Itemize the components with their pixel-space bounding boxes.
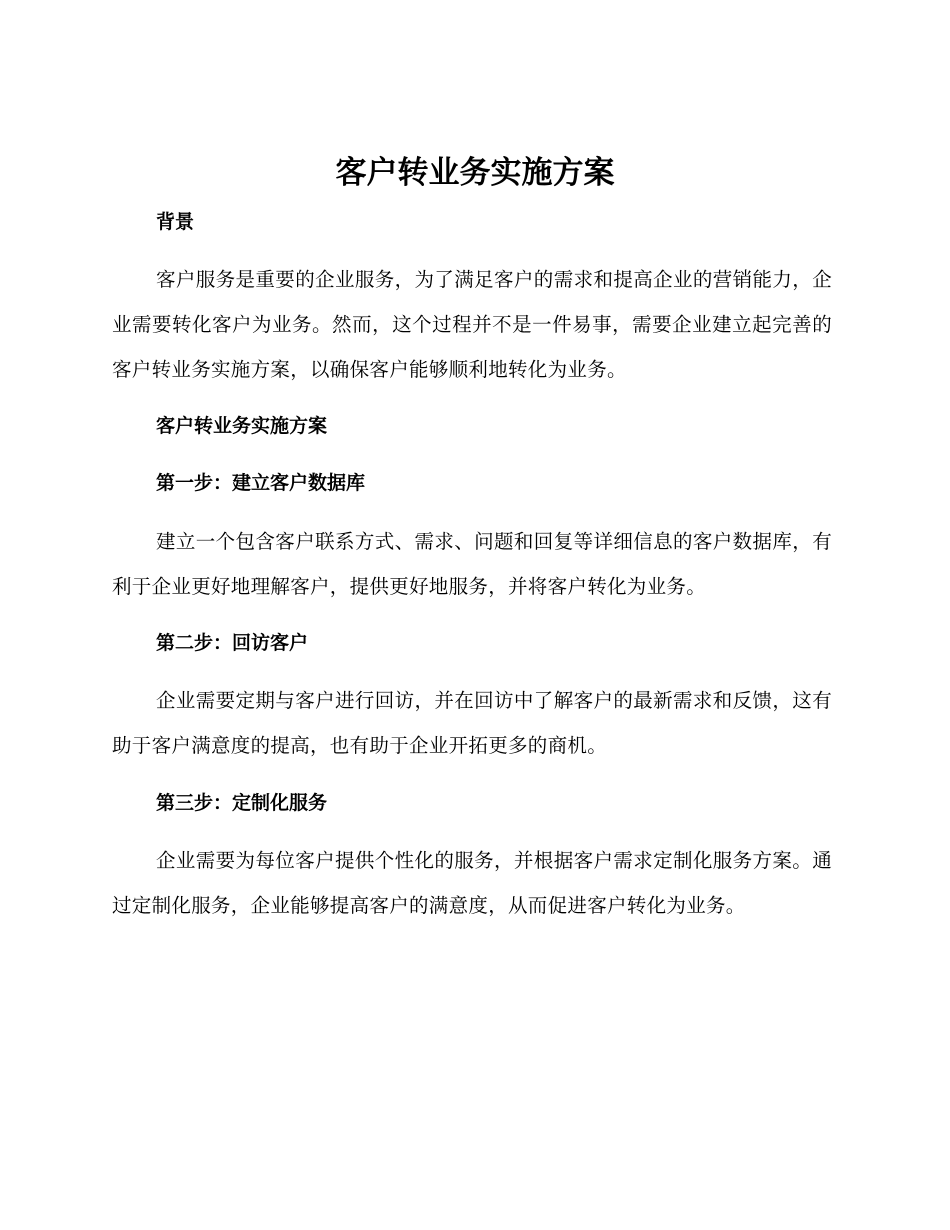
section-body-step-3: 企业需要为每位客户提供个性化的服务，并根据客户需求定制化服务方案。通过定制化服务，企业能够提高客户的满意度，从而促进客户转化为业务。 — [112, 849, 832, 917]
section-heading-step-2: 第二步：回访客户 — [156, 632, 309, 654]
section-body-step-1: 建立一个包含客户联系方式、需求、问题和回复等详细信息的客户数据库，有利于企业更好地理解客户，提供更好地服务，并将客户转化为业务。 — [112, 530, 832, 598]
section-heading-step-3: 第三步：定制化服务 — [156, 792, 328, 814]
section-heading-step-1: 第一步：建立客户数据库 — [156, 472, 366, 494]
document-title: 客户转业务实施方案 — [335, 155, 615, 191]
section-heading-plan: 客户转业务实施方案 — [156, 415, 328, 437]
section-body-background: 客户服务是重要的企业服务，为了满足客户的需求和提高企业的营销能力，企业需要转化客户为业务。然而，这个过程并不是一件易事，需要企业建立起完善的客户转业务实施方案，以确保客户能够顺利地转化为业务。 — [112, 268, 832, 381]
section-body-step-2: 企业需要定期与客户进行回访，并在回访中了解客户的最新需求和反馈，这有助于客户满意度的提高，也有助于企业开拓更多的商机。 — [112, 689, 832, 757]
section-heading-background: 背景 — [156, 211, 195, 233]
